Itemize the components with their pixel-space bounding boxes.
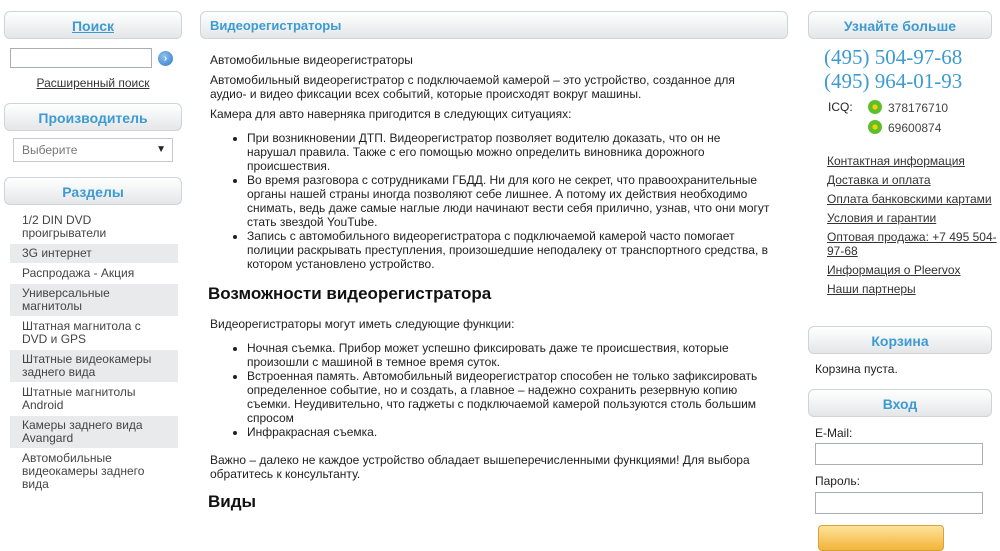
sections-list — [10, 211, 178, 495]
list-item: • Встроенная память. Автомобильный видеорегистратор способен не только зафиксировать определенное событие, но и создать, а главное – надежно сохранить резервную копию съемки. Неудивительно, что гаджеты с подключаемой камерой пользуются столь большим спросом — [247, 369, 770, 425]
chevron-down-icon: ▼ — [156, 144, 166, 155]
info-link[interactable]: Условия и гарантии — [827, 211, 937, 225]
sections-title: Разделы — [62, 184, 124, 200]
password-label: Пароль: — [815, 474, 860, 488]
features-list — [210, 341, 770, 439]
manufacturer-select[interactable] — [13, 138, 173, 162]
icq-contact — [868, 100, 948, 115]
learn-more-title: Узнайте больше — [843, 18, 957, 34]
manufacturer-title: Производитель — [38, 110, 148, 126]
cart-status: Корзина пуста. — [815, 362, 898, 376]
password-field[interactable] — [815, 492, 983, 514]
sections-header — [4, 177, 182, 205]
article — [210, 53, 770, 525]
list-item: • Во время разговора с сотрудниками ГБДД. Ни для кого не секрет, что правоохранительные органы нашей страны иногда позволяют себе лишнее. А потому их действия необходимо снимать, ведь даже самые наглые люди начинают вести себя прилично, узнав, что они могут стать звездой YouTube. — [247, 173, 770, 229]
info-link[interactable]: Оптовая продажа: +7 495 504-97-68 — [827, 230, 997, 258]
icq-flower-icon — [868, 120, 882, 134]
email-field[interactable] — [815, 443, 983, 465]
sections-item[interactable]: Распродажа - Акция — [10, 264, 178, 284]
situations-list — [210, 131, 770, 271]
list-item: • Запись с автомобильного видеорегистратора с подключаемой камерой часто помогает полиции раскрывать преступления, произошедшие неподалеку от транспортного средства, в котором установлено устройство. — [247, 229, 770, 271]
cart-header — [808, 326, 992, 354]
page-title: Видеорегистраторы — [200, 11, 788, 39]
login-title: Вход — [882, 396, 918, 412]
phone-number: (495) 504-97-68 — [824, 45, 963, 69]
search-go-icon[interactable]: › — [158, 51, 173, 66]
sections-item[interactable]: 3G интернет — [10, 244, 178, 264]
sections-item[interactable]: Штатная магнитола с DVD и GPS — [10, 317, 178, 350]
cart-title: Корзина — [871, 333, 929, 349]
article-paragraph: Автомобильные видеорегистраторы — [210, 53, 413, 67]
search-input[interactable] — [10, 48, 152, 68]
sections-item[interactable]: 1/2 DIN DVD проигрыватели — [10, 211, 178, 244]
sections-item[interactable]: Штатные видеокамеры заднего вида — [10, 350, 178, 383]
section-heading: Виды — [208, 492, 257, 511]
article-paragraph: Автомобильный видеорегистратор с подключаемой камерой – это устройство, созданное для аудио- и видео фиксации всех событий, которые происходят вокруг машины. — [210, 73, 735, 101]
advanced-search-link[interactable]: Расширенный поиск — [36, 76, 150, 90]
login-header — [808, 389, 992, 417]
list-item: • При возникновении ДТП. Видеорегистратор позволяет водителю доказать, что он не нарушал правила. Также с его помощью можно определить виновника дорожного происшествия. — [247, 131, 770, 173]
login-button[interactable] — [818, 525, 944, 551]
icq-label: ICQ: — [828, 100, 853, 114]
list-item: • Инфракрасная съемка. — [247, 425, 770, 439]
email-label: E-Mail: — [815, 426, 853, 440]
list-item: • Ночная съемка. Прибор может успешно фиксировать даже те происшествия, которые произошли с машиной в темное время суток. — [247, 341, 770, 369]
article-paragraph: Камера для авто наверняка пригодится в следующих ситуациях: — [210, 107, 572, 121]
article-paragraph: Видеорегистраторы могут иметь следующие функции: — [210, 317, 515, 331]
info-link[interactable]: Доставка и оплата — [827, 173, 931, 187]
phone-number: (495) 964-01-93 — [824, 69, 963, 93]
info-link[interactable]: Наши партнеры — [827, 282, 916, 296]
sections-item[interactable]: Универсальные магнитолы — [10, 284, 178, 317]
learn-more-header — [808, 11, 992, 39]
icq-contact — [868, 120, 941, 135]
sections-item[interactable]: Камеры заднего вида Avangard — [10, 416, 178, 449]
manufacturer-selected-value: Выберите — [22, 143, 78, 157]
search-header — [4, 11, 182, 39]
section-heading: Возможности видеорегистратора — [208, 284, 492, 303]
icq-flower-icon — [868, 100, 882, 114]
search-title[interactable]: Поиск — [71, 18, 114, 34]
info-link[interactable]: Информация о Pleervox — [827, 263, 961, 277]
info-link[interactable]: Оплата банковскими картами — [827, 192, 992, 206]
icq-number: 69600874 — [888, 121, 942, 135]
sections-item[interactable]: Штатные магнитолы Android — [10, 383, 178, 416]
sections-item[interactable]: Автомобильные видеокамеры заднего вида — [10, 449, 178, 495]
info-links — [827, 154, 997, 301]
manufacturer-header — [4, 103, 182, 131]
info-link[interactable]: Контактная информация — [827, 154, 965, 168]
icq-number: 378176710 — [888, 101, 949, 115]
article-paragraph: Важно – далеко не каждое устройство обладает вышеперечисленными функциями! Для выбора обратитесь к консультанту. — [210, 453, 750, 481]
